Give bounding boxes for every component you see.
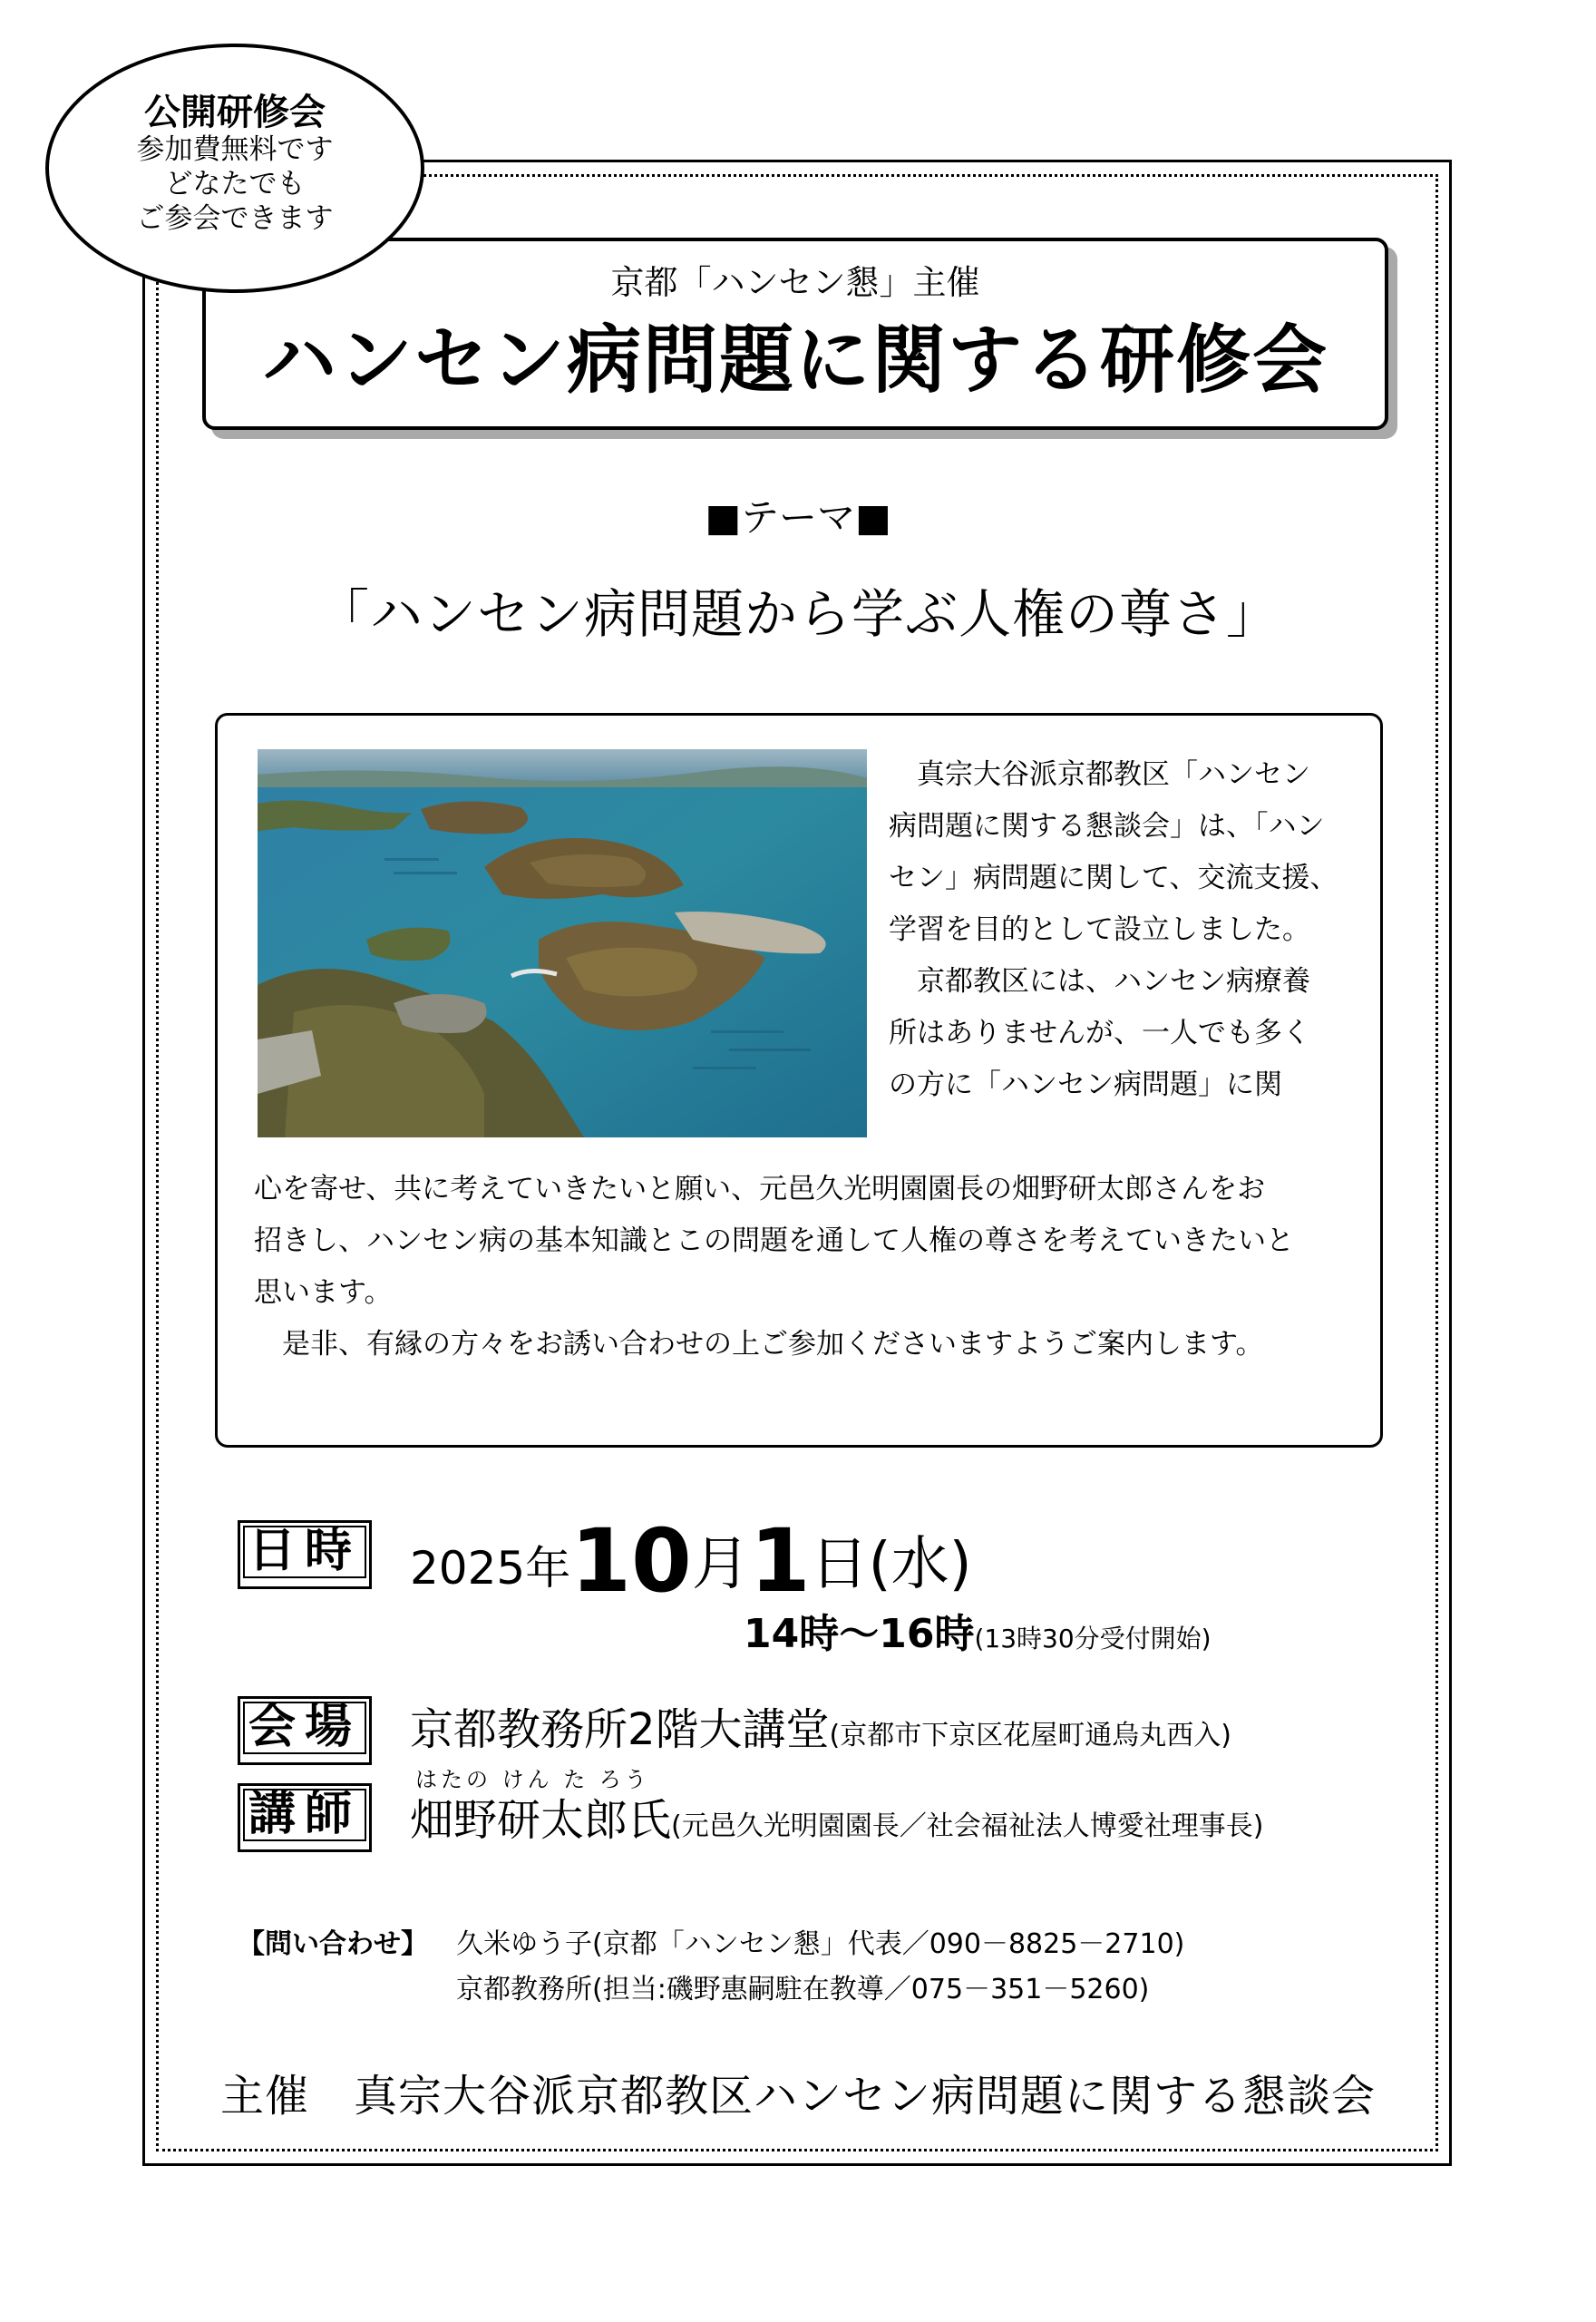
description-line: セン」病問題に関して、交流支援、 [889, 862, 1338, 894]
contact-label: 【問い合わせ】 [238, 1928, 428, 1960]
description-line: 思います。 [254, 1276, 393, 1309]
description-line: 京都教区には、ハンセン病療養 [889, 965, 1310, 998]
event-weekday: (水) [868, 1531, 972, 1598]
badge-line: どなたでも [164, 168, 306, 200]
description-line: 学習を目的として設立しました。 [889, 913, 1310, 946]
theme-label: ■テーマ■ [705, 495, 891, 540]
venue-label: 会場 [238, 1696, 372, 1765]
lecturer-ruby: はたの けん た ろう [415, 1767, 650, 1792]
description-line: 所はありませんが、一人でも多く [889, 1017, 1310, 1049]
description-line: 病問題に関する懇談会」は、「ハン [889, 810, 1325, 843]
lecturer-label: 講師 [238, 1783, 372, 1852]
title-box [202, 238, 1388, 430]
description-line: 招きし、ハンセン病の基本知識とこの問題を通して人権の尊さを考えていきたいと [254, 1224, 1294, 1257]
event-month-unit: 月 [691, 1531, 750, 1598]
description-line: 心を寄せ、共に考えていきたいと願い、元邑久光明園園長の畑野研太郎さんをお [254, 1173, 1266, 1205]
event-time-range: 14時～16時 [744, 1611, 975, 1657]
description-right-column [889, 749, 1360, 1111]
lecturer-name: 畑野研太郎氏 [410, 1795, 672, 1846]
organizer: 主催 真宗大谷派京都教区ハンセン病問題に関する懇談会 [219, 2071, 1376, 2122]
description-bottom [254, 1164, 1360, 1371]
event-day-number: 1 [749, 1510, 811, 1612]
aerial-island-photo [258, 749, 867, 1137]
description-line: の方に「ハンセン病問題」に関 [889, 1068, 1282, 1101]
event-day-unit: 日 [810, 1531, 869, 1598]
venue-address: (京都市下京区花屋町通烏丸西入) [829, 1720, 1231, 1751]
badge-line: 参加費無料です [136, 133, 334, 166]
event-month-number: 10 [570, 1510, 692, 1612]
event-time [744, 1601, 1212, 1659]
venue-name: 京都教務所2階大講堂 [410, 1704, 830, 1755]
date-label: 日時 [238, 1520, 372, 1589]
description-line: 真宗大谷派京都教区「ハンセン [889, 758, 1310, 791]
contact-line: 京都教務所(担当:磯野惠嗣駐在教導／075－351－5260) [456, 1974, 1150, 2005]
free-admission-badge [45, 44, 424, 293]
event-date [410, 1510, 972, 1612]
lecturer [410, 1785, 1263, 1848]
venue [410, 1694, 1231, 1757]
reception-time: (13時30分受付開始) [974, 1624, 1212, 1654]
event-year: 2025年 [410, 1542, 571, 1595]
lecturer-title: (元邑久光明園園長／社会福祉法人博愛社理事長) [671, 1810, 1264, 1842]
badge-title: 公開研修会 [144, 92, 326, 133]
theme-text: 「ハンセン病問題から学ぶ人権の尊さ」 [316, 583, 1280, 645]
page-title: ハンセン病問題に関する研修会 [261, 317, 1328, 404]
host-line: 京都「ハンセン懇」主催 [610, 263, 980, 302]
contact-line: 久米ゆう子(京都「ハンセン懇」代表／090－8825－2710) [456, 1928, 1185, 1960]
description-line: 是非、有縁の方々をお誘い合わせの上ご参加くださいますようご案内します。 [254, 1328, 1264, 1361]
badge-line: ご参会できます [136, 202, 334, 235]
